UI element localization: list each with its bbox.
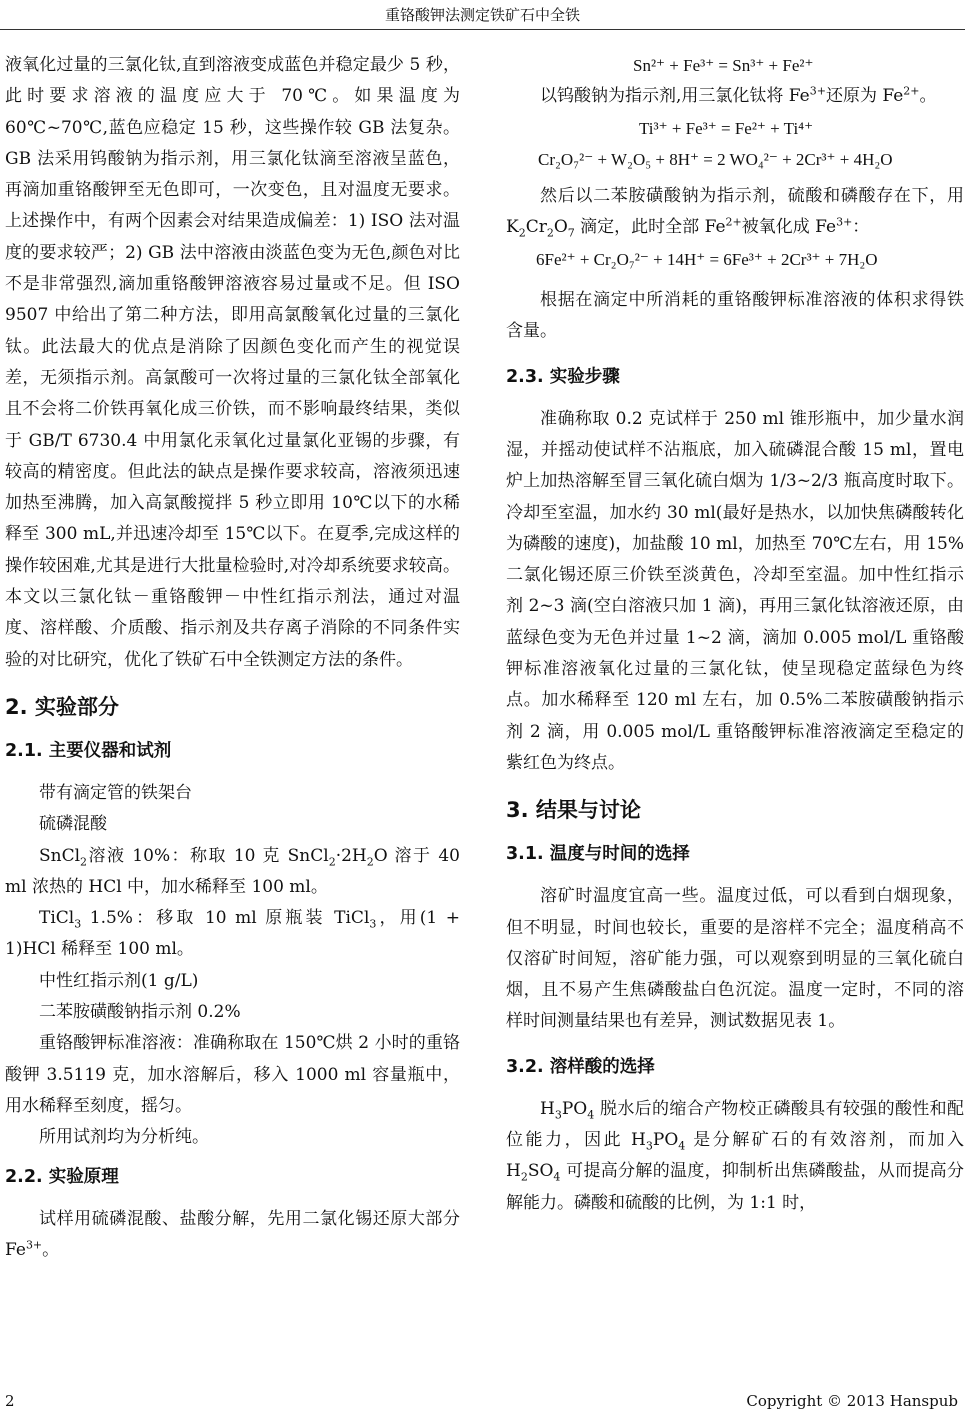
section-heading-3: 3. 结果与讨论	[506, 798, 641, 823]
intro-paragraph: 液氧化过量的三氯化钛,直到溶液变成蓝色并稳定最少 5 秒，此时要求溶液的温度应大于 70℃。如果温度为 60℃~70℃,蓝色应稳定 15 秒，这些操作较 GB 法复杂。GB 法采用钨酸钠为指示剂，用三氯化钛滴至溶液呈蓝色，再滴加重铬酸钾至无色即可，一次变色，且对温度无要求。上述操作中，有两个因素会对结果造成偏差：1) ISO 法对温度的要求较严；2) GB 法中溶液由淡蓝色变为无色,颜色对比不是非常强烈,滴加重铬酸钾溶液容易过量或不足。但 ISO 9507 中给出了第二种方法，即用高氯酸氧化过量的三氯化钛。此法最大的优点是消除了因颜色变化而产生的视觉误差，无须指示剂。高氯酸可一次将过量的三氯化钛全部氧化且不会将二价铁再氧化成三价铁，而不影响最终结果，类似于 GB/T 6730.4 中用氯化汞氧化过量氯化亚锡的步骤，有较高的精密度。但此法的缺点是操作要求较高，溶液须迅速加热至沸腾，加入高氯酸搅拌 5 秒立即用 10℃以下的水稀释至 300 mL,并迅速冷却至 15℃以下。在夏季,完成这样的操作较困难,尤其是进行大批量检验时,对冷却系统要求较高。本文以三氯化钛－重铬酸钾－中性红指示剂法，通过对温度、溶样酸、介质酸、指示剂及共存离子消除的不同条件实验的对比研究，优化了铁矿石中全铁测定方法的条件。	[5, 55, 460, 670]
section-heading-2-3: 2.3. 实验步骤	[506, 366, 620, 387]
header-rule	[0, 29, 965, 30]
reagent-item: 所用试剂均为分析纯。	[39, 1127, 209, 1148]
left-column	[5, 50, 460, 1266]
section-heading-2-2: 2.2. 实验原理	[5, 1166, 119, 1187]
equation-3: Cr₂O₇²⁻ + W₂O₅ + 8H⁺ = 2 WO₄²⁻ + 2Cr³⁺ + 4H₂O	[538, 149, 893, 169]
page-number: 2	[5, 1392, 15, 1410]
right-column	[506, 50, 964, 1219]
temperature-paragraph: 溶矿时温度宜高一些。温度过低，可以看到白烟现象，但不明显，时间也较长，重要的是溶样不完全；温度稍高不仅溶矿时间短，溶矿能力强，可以观察到明显的三氧化硫白烟，且不易产生焦磷酸盐白色沉淀。温度一定时，不同的溶样时间测量结果也有差异，测试数据见表 1。	[506, 886, 964, 1032]
acid-paragraph: $H_3PO_4$ 脱水后的缩合产物校正磷酸具有较强的酸性和配位能力，因此 $H_3PO_4$ 是分解矿石的有效溶剂，而加入 $H_2SO_4$ 可提高分解的温度，抑制析出焦磷酸盐，从而提高分解能力。磷酸和硫酸的比例，为 1:1 时，	[506, 1098, 964, 1213]
procedure-paragraph: 准确称取 0.2 克试样于 250 ml 锥形瓶中，加少量水润湿，并摇动使试样不沾瓶底，加入硫磷混合酸 15 ml，置电炉上加热溶解至冒三氧化硫白烟为 1/3~2/3 瓶高度时取下。冷却至室温，加水约 30 ml(最好是热水，以加快焦磷酸转化为磷酸的速度)，加盐酸 10 ml，加热至 70℃左右，用 15%二氯化锡还原三价铁至淡黄色，冷却至室温。加中性红指示剂 2~3 滴(空白溶液只加 1 滴)，再用三氯化钛溶液还原，由蓝绿色变为无色并过量 1~2 滴，滴加 0.005 mol/L 重铬酸钾标准溶液氧化过量的三氯化钛，使呈现稳定蓝绿色为终点。加水稀释至 120 ml 左右，加 0.5%二苯胺磺酸钠指示剂 2 滴，用 0.005 mol/L 重铬酸钾标准溶液滴定至稳定的紫红色为终点。	[506, 408, 964, 773]
section-heading-2: 2. 实验部分	[5, 694, 119, 719]
reagent-item: 带有滴定管的铁架台	[39, 782, 192, 803]
titration-paragraph: 然后以二苯胺磺酸钠为指示剂，硫酸和磷酸存在下，用 $K_2Cr_2O_7$ 滴定，此时全部 $Fe^{2+}$被氧化成 $Fe^{3+}$：	[506, 186, 964, 240]
principle-paragraph: 试样用硫磷混酸、盐酸分解，先用二氯化锡还原大部分 $Fe^{3+}$。	[5, 1208, 460, 1260]
reagent-item: 二苯胺磺酸钠指示剂 0.2%	[39, 1002, 241, 1023]
result-paragraph: 根据在滴定中所消耗的重铬酸钾标准溶液的体积求得铁含量。	[506, 290, 964, 342]
reagent-item-ticl3: TiCl$_3$ 1.5%：移取 10 ml 原瓶装 TiCl$_3$，用(1 + 1)HCl 稀释至 100 ml。	[5, 908, 460, 960]
reagent-item: 中性红指示剂(1 g/L)	[39, 970, 199, 991]
tungstate-paragraph: 以钨酸钠为指示剂,用三氯化钛将 $Fe^{3+}$还原为 $Fe^{2+}$。	[540, 84, 937, 107]
equation-1: Sn²⁺ + Fe³⁺ = Sn³⁺ + Fe²⁺	[633, 56, 814, 75]
running-header: 重铬酸钾法测定铁矿石中全铁	[384, 6, 580, 24]
reagent-item-sncl2: SnCl$_2$溶液 10%：称取 10 克 $SnCl_2\cdot 2H_2O$ 溶于 40 ml 浓热的 HCl 中，加水稀释至 100 ml。	[5, 845, 460, 897]
section-heading-3-2: 3.2. 溶样酸的选择	[506, 1056, 655, 1077]
equation-4: 6Fe²⁺ + Cr₂O₇²⁻ + 14H⁺ = 6Fe³⁺ + 2Cr³⁺ + 7H₂O	[536, 249, 878, 269]
reagent-item: 硫磷混酸	[39, 814, 107, 835]
copyright-notice: Copyright © 2013 Hanspub	[746, 1392, 958, 1410]
reagent-item: 重铬酸钾标准溶液：准确称取在 150℃烘 2 小时的重铬酸钾 3.5119 克，加水溶解后，移入 1000 ml 容量瓶中，用水稀释至刻度，摇匀。	[5, 1033, 460, 1116]
section-heading-3-1: 3.1. 温度与时间的选择	[506, 844, 690, 865]
section-heading-2-1: 2.1. 主要仪器和试剂	[5, 740, 172, 761]
equation-2: Ti³⁺ + Fe³⁺ = Fe²⁺ + Ti⁴⁺	[639, 118, 814, 138]
